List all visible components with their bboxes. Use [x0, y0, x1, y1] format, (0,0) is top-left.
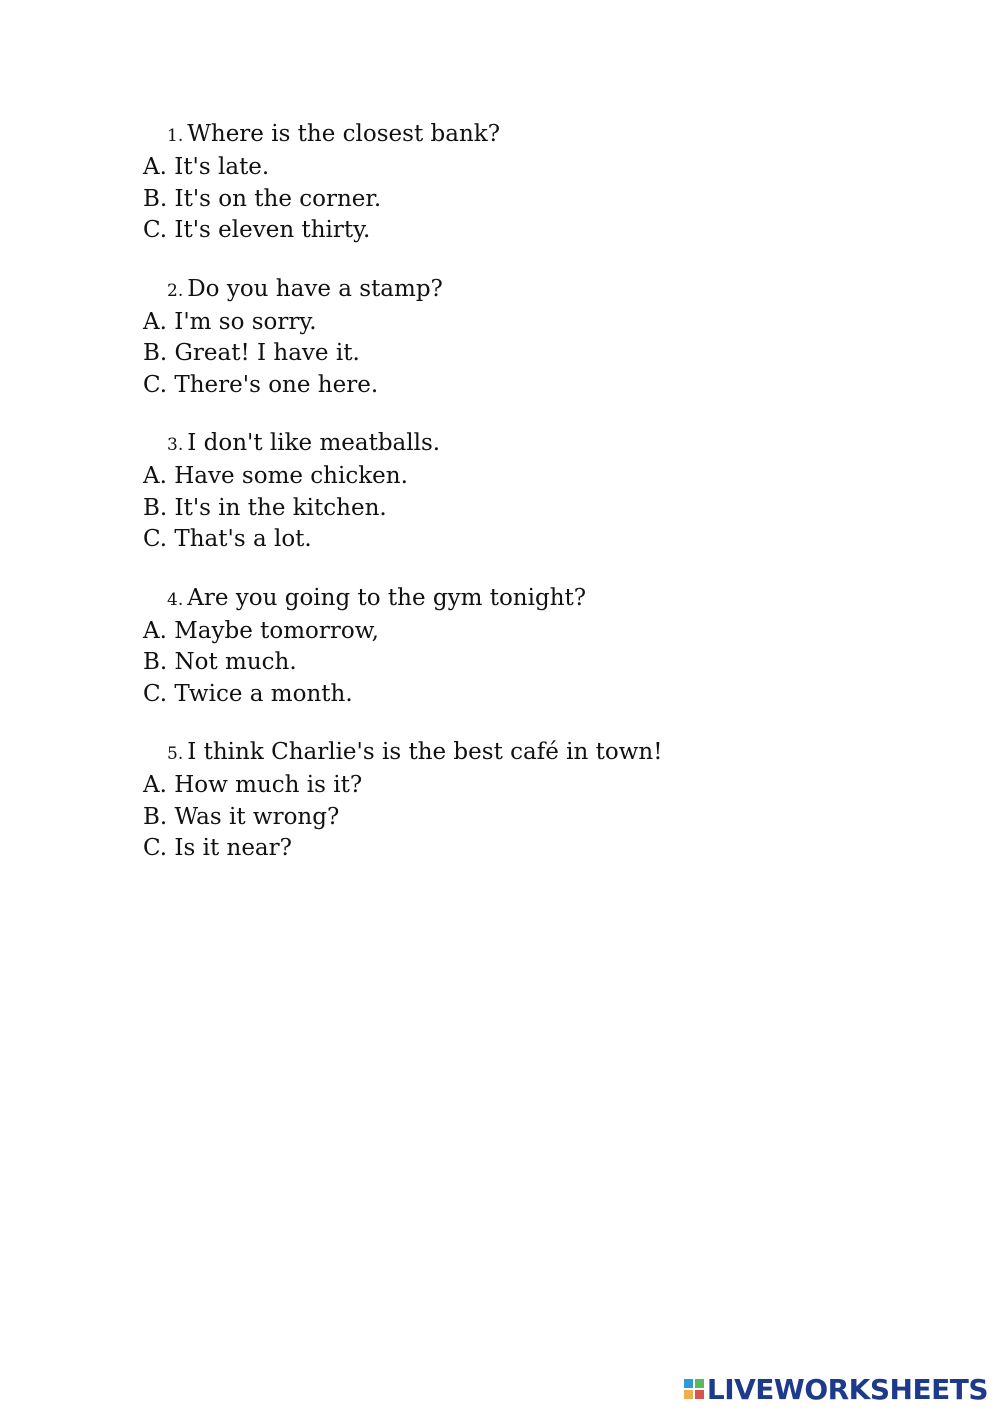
liveworksheets-logo[interactable]: [684, 1372, 988, 1406]
logo-square-icon: [695, 1379, 704, 1388]
question-block-2: [143, 273, 903, 402]
logo-text: LIVEWORKSHEETS: [706, 1372, 988, 1406]
option-2a[interactable]: A. I'm so sorry.: [143, 308, 317, 335]
option-3c[interactable]: C. That's a lot.: [143, 526, 312, 552]
option-3a[interactable]: A. Have some chicken.: [143, 463, 408, 489]
option-4c[interactable]: C. Twice a month.: [143, 680, 353, 707]
question-block-4: [143, 582, 903, 711]
question-text: Are you going to the gym tonight?: [187, 584, 587, 611]
question-2: [143, 273, 903, 307]
question-3: [143, 427, 903, 461]
question-5: [143, 736, 903, 770]
option-1c[interactable]: C. It's eleven thirty.: [143, 217, 371, 243]
question-number: 1.: [167, 126, 184, 146]
question-number: 5.: [167, 744, 184, 764]
question-number: 2.: [167, 280, 184, 301]
option-5b[interactable]: B. Was it wrong?: [143, 803, 340, 830]
question-4: [143, 582, 903, 616]
option-5a[interactable]: A. How much is it?: [143, 772, 363, 798]
question-block-5: [143, 736, 903, 865]
question-block-1: [143, 118, 903, 247]
question-number: 4.: [167, 589, 184, 610]
question-1: [143, 118, 903, 152]
question-block-3: [143, 427, 903, 556]
logo-square-icon: [695, 1390, 704, 1399]
question-number: 3.: [167, 435, 184, 455]
option-5c[interactable]: C. Is it near?: [143, 835, 292, 861]
question-text: I think Charlie's is the best café in town!: [187, 739, 663, 765]
option-1a[interactable]: A. It's late.: [143, 154, 270, 180]
logo-square-icon: [684, 1379, 693, 1388]
question-text: Do you have a stamp?: [187, 275, 443, 302]
question-text: Where is the closest bank?: [187, 121, 501, 147]
logo-square-icon: [684, 1390, 693, 1399]
option-4a[interactable]: A. Maybe tomorrow,: [143, 617, 379, 644]
question-text: I don't like meatballs.: [187, 430, 441, 456]
option-1b[interactable]: B. It's on the corner.: [143, 185, 382, 212]
option-4b[interactable]: B. Not much.: [143, 649, 297, 675]
worksheet: [143, 118, 903, 891]
option-2b[interactable]: B. Great! I have it.: [143, 340, 360, 366]
logo-mark-icon: [684, 1379, 704, 1399]
option-3b[interactable]: B. It's in the kitchen.: [143, 494, 387, 521]
option-2c[interactable]: C. There's one here.: [143, 371, 379, 398]
